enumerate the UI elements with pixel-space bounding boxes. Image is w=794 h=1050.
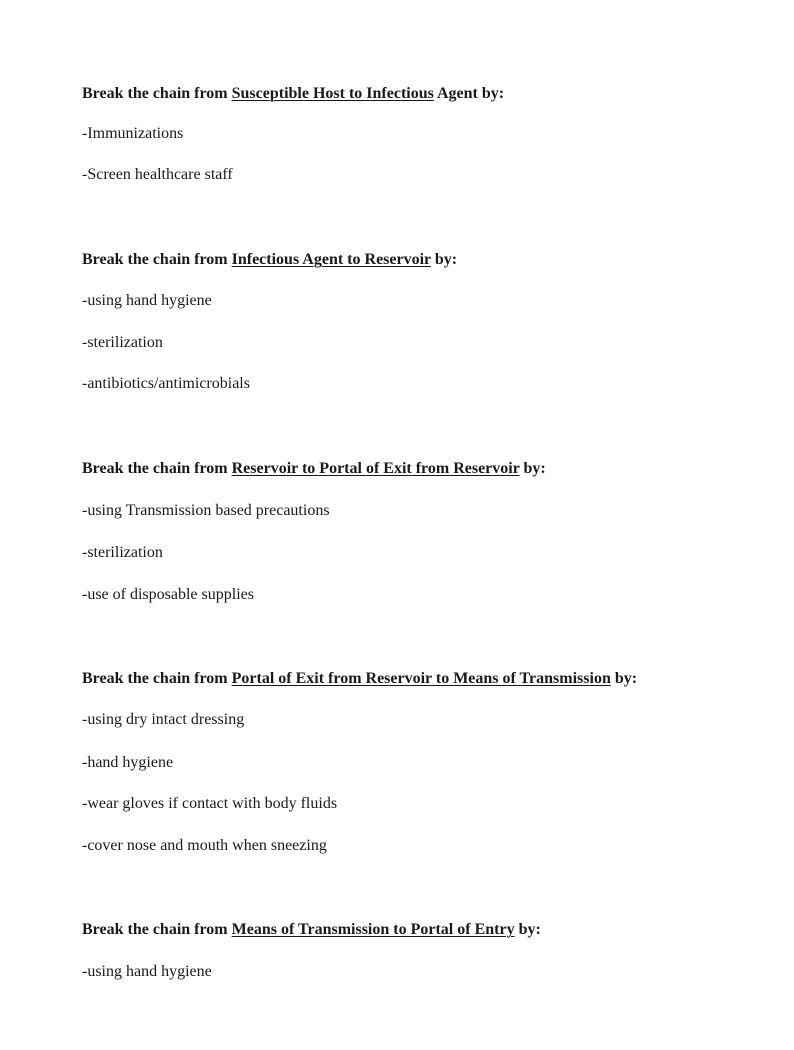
heading-suffix: by: bbox=[514, 921, 541, 938]
list-item: -Screen healthcare staff bbox=[82, 166, 233, 183]
heading-prefix: Break the chain from bbox=[82, 921, 232, 938]
list-item: -hand hygiene bbox=[82, 754, 174, 771]
list-item: -use of disposable supplies bbox=[82, 586, 254, 603]
heading-underlined-text: Infectious Agent to Reservoir bbox=[231, 251, 431, 268]
heading-underlined-text: Reservoir to Portal of Exit from Reservoir bbox=[231, 460, 520, 477]
list-item: -cover nose and mouth when sneezing bbox=[82, 837, 327, 854]
heading-suffix: by: bbox=[519, 460, 546, 477]
heading-underlined-text: Means of Transmission to Portal of Entry bbox=[231, 921, 515, 938]
list-item: -using hand hygiene bbox=[82, 963, 212, 980]
list-item: -Immunizations bbox=[82, 125, 184, 142]
list-item: -sterilization bbox=[82, 544, 163, 561]
heading-suffix: by: bbox=[610, 670, 638, 687]
heading-prefix: Break the chain from bbox=[82, 251, 232, 268]
list-item: -sterilization bbox=[82, 334, 163, 351]
heading-prefix: Break the chain from bbox=[82, 85, 232, 102]
heading-suffix: by: bbox=[430, 251, 458, 268]
section-heading bbox=[82, 459, 546, 479]
heading-prefix: Break the chain from bbox=[82, 460, 232, 477]
section-heading bbox=[82, 250, 457, 270]
list-item: -using Transmission based precautions bbox=[82, 502, 330, 519]
list-item: -using dry intact dressing bbox=[82, 711, 245, 728]
list-item: -antibiotics/antimicrobials bbox=[82, 375, 250, 392]
heading-underlined-text: Portal of Exit from Reservoir to Means of Transmission bbox=[231, 670, 611, 687]
section-heading bbox=[82, 84, 504, 104]
heading-underlined-text: Susceptible Host to Infectious bbox=[231, 85, 434, 102]
list-item: -wear gloves if contact with body fluids bbox=[82, 795, 338, 812]
list-item: -using hand hygiene bbox=[82, 292, 212, 309]
section-heading bbox=[82, 920, 541, 940]
heading-suffix: Agent by: bbox=[433, 85, 505, 102]
heading-prefix: Break the chain from bbox=[82, 670, 232, 687]
section-heading bbox=[82, 669, 637, 689]
